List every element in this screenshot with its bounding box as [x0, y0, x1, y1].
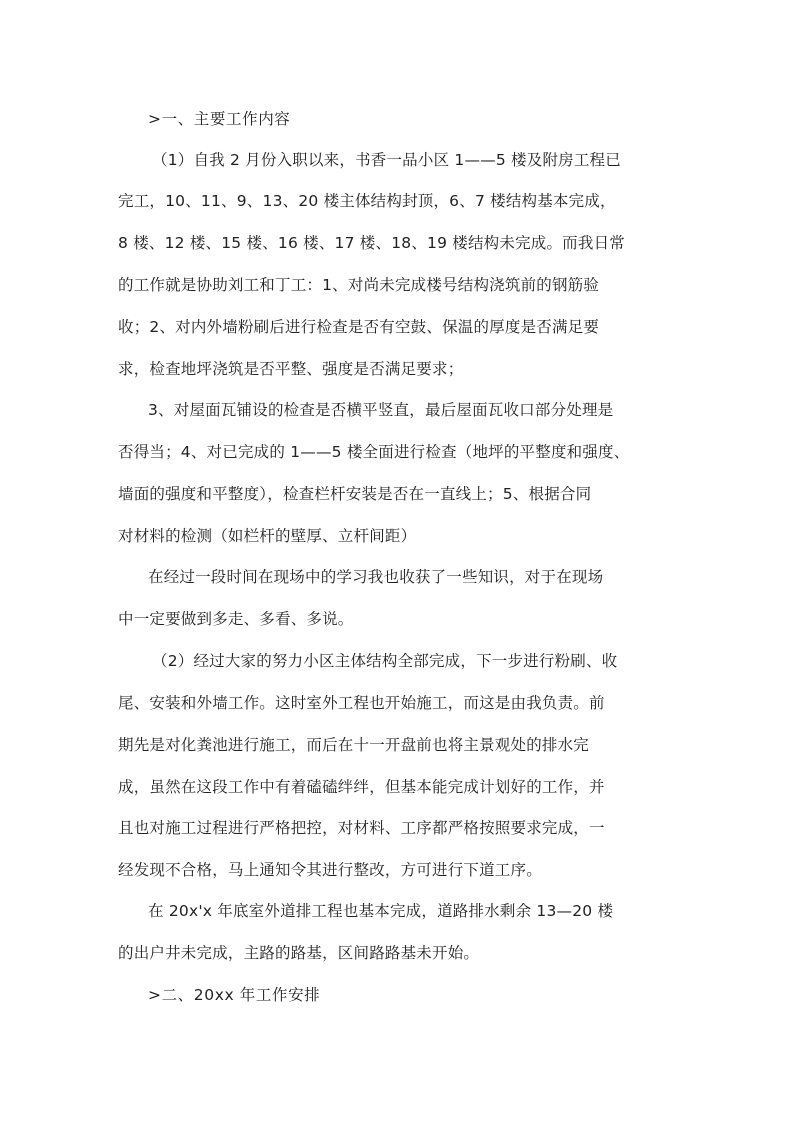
- section-heading-1: >一、主要工作内容: [148, 110, 291, 128]
- paragraph-line: 对材料的检测（如栏杆的壁厚、立杆间距）: [118, 527, 417, 545]
- paragraph-line: 完工，10、11、9、13、20 楼主体结构封顶，6、7 楼结构基本完成，: [118, 192, 616, 210]
- paragraph-line: 3、对屋面瓦铺设的检查是否横平竖直，最后屋面瓦收口部分处理是: [148, 401, 614, 419]
- paragraph-line: 否得当；4、对已完成的 1——5 楼全面进行检查（地坪的平整度和强度、: [118, 443, 630, 461]
- paragraph-line: 的工作就是协助刘工和丁工：1、对尚未完成楼号结构浇筑前的钢筋验: [118, 276, 600, 294]
- paragraph-line: 收；2、对内外墙粉刷后进行检查是否有空鼓、保温的厚度是否满足要: [118, 318, 600, 336]
- paragraph-line: 8 楼、12 楼、15 楼、16 楼、17 楼、18、19 楼结构未完成。而我日常: [118, 234, 625, 252]
- paragraph-line: 中一定要做到多走、多看、多说。: [118, 610, 354, 628]
- paragraph-line: 在经过一段时间在现场中的学习我也收获了一些知识，对于在现场: [148, 568, 604, 586]
- paragraph-line: 期先是对化粪池进行施工，而后在十一开盘前也将主景观处的排水完: [118, 736, 590, 754]
- paragraph-line: 经发现不合格，马上通知令其进行整改，方可进行下道工序。: [118, 861, 542, 879]
- paragraph-line: 求，检查地坪浇筑是否平整、强度是否满足要求；: [118, 360, 464, 378]
- paragraph-line: 在 20x'x 年底室外道排工程也基本完成，道路排水剩余 13—20 楼: [148, 902, 614, 920]
- section-heading-2: >二、20xx 年工作安排: [148, 986, 321, 1004]
- paragraph-line: 的出户井未完成，主路的路基，区间路路基未开始。: [118, 944, 480, 962]
- paragraph-line: （1）自我 2 月份入职以来，书香一品小区 1——5 楼及附房工程已: [152, 151, 621, 169]
- paragraph-line: 成，虽然在这段工作中有着磕磕绊绊，但基本能完成计划好的工作，并: [118, 778, 605, 796]
- paragraph-line: 且也对施工过程进行严格把控，对材料、工序都严格按照要求完成，一: [118, 819, 605, 837]
- paragraph-line: （2）经过大家的努力小区主体结构全部完成，下一步进行粉刷、收: [152, 652, 618, 670]
- paragraph-line: 墙面的强度和平整度），检查栏杆安装是否在一直线上；5、根据合同: [118, 485, 592, 503]
- paragraph-line: 尾、安装和外墙工作。这时室外工程也开始施工，而这是由我负责。前: [118, 694, 605, 712]
